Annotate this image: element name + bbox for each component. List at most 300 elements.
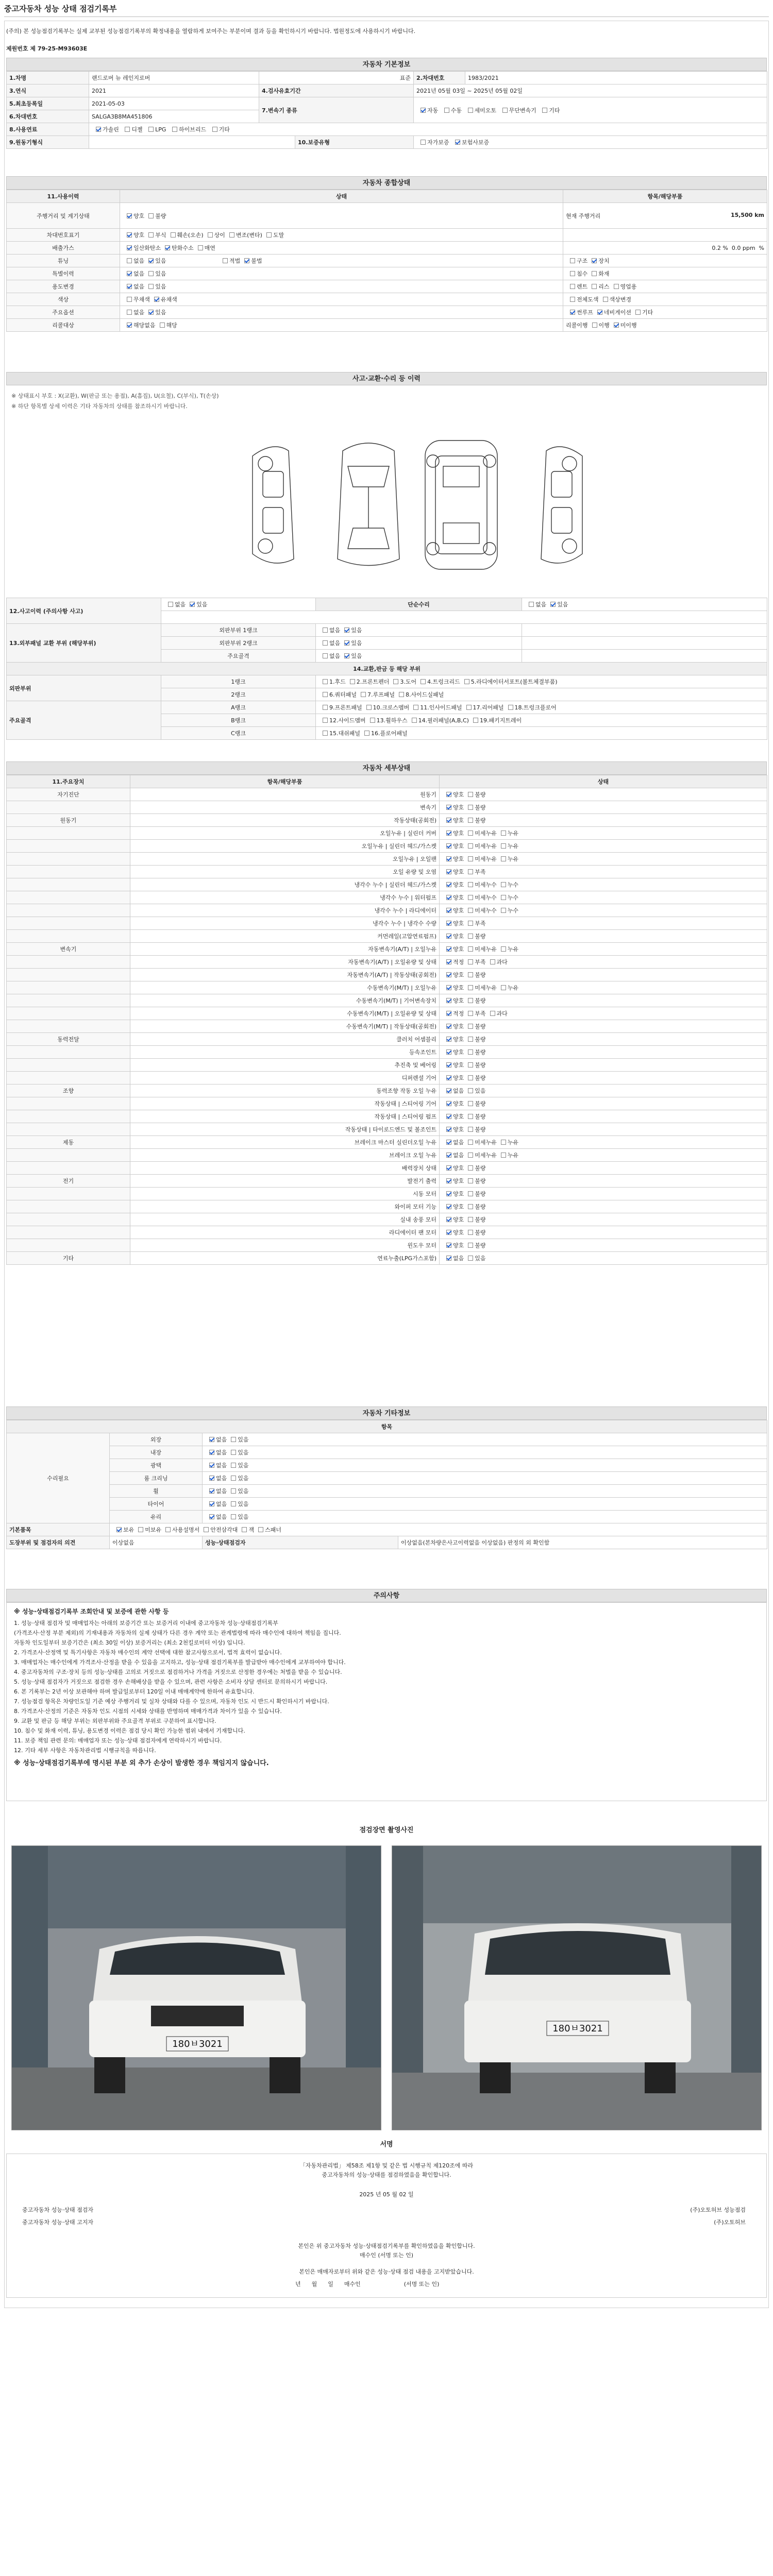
checkbox-good[interactable]: [127, 213, 132, 218]
checkbox[interactable]: [413, 705, 418, 710]
section-basic: 자동차 기본정보: [6, 58, 767, 71]
detail-row: [7, 1123, 767, 1136]
checkbox[interactable]: [266, 232, 272, 238]
status-checkbox[interactable]: [490, 1011, 495, 1016]
status-checkbox[interactable]: [468, 1127, 473, 1132]
status-label: 있음: [475, 1255, 486, 1262]
note-line: 8. 가격조사·산정의 기준은 자동차 인도 시점의 시세와 상태를 반영하며 매매가격과 차이가 있을 수 있습니다.: [14, 1708, 282, 1715]
status-checkbox[interactable]: [446, 1024, 451, 1029]
checkbox[interactable]: [550, 602, 556, 607]
status-checkbox[interactable]: [446, 792, 451, 797]
checkbox[interactable]: [198, 245, 203, 250]
status-checkbox[interactable]: [446, 1140, 451, 1145]
status-checkbox[interactable]: [446, 946, 451, 952]
status-label: 없음: [453, 1088, 464, 1094]
status-label: 누유: [507, 856, 519, 862]
other-item: 휠: [110, 1485, 203, 1498]
checkbox[interactable]: [160, 323, 165, 328]
status-checkbox[interactable]: [446, 1230, 451, 1235]
checkbox[interactable]: [223, 258, 228, 263]
detail-status: [440, 1226, 767, 1239]
status-checkbox[interactable]: [468, 1075, 473, 1080]
detail-row: [7, 994, 767, 1007]
checkbox[interactable]: [127, 297, 132, 302]
checkbox[interactable]: [148, 258, 154, 263]
status-checkbox[interactable]: [468, 831, 473, 836]
status-checkbox[interactable]: [446, 934, 451, 939]
detail-row: [7, 891, 767, 904]
checkbox-fuel-other[interactable]: [212, 127, 217, 132]
checkbox[interactable]: [323, 653, 328, 658]
detail-row: [7, 1033, 767, 1046]
status-checkbox[interactable]: [468, 985, 473, 990]
checkbox-lpg[interactable]: [148, 127, 154, 132]
detail-item: 브레이크 오일 누유: [130, 1149, 440, 1162]
checkbox[interactable]: [323, 679, 328, 684]
status-checkbox[interactable]: [468, 998, 473, 1003]
detail-status: [440, 801, 767, 814]
checkbox[interactable]: [508, 705, 513, 710]
detail-group: [7, 853, 130, 866]
note-line: 2. 가격조사·산정액 및 특기사항은 자동차 매수인의 계약 선택에 대한 참고사항으로서, 법적 효력이 없습니다.: [14, 1649, 282, 1656]
status-checkbox[interactable]: [468, 1243, 473, 1248]
status-checkbox[interactable]: [468, 1153, 473, 1158]
checkbox-good[interactable]: [127, 232, 132, 238]
status-label: 불량: [475, 1126, 486, 1133]
checkbox[interactable]: [165, 245, 170, 250]
status-checkbox[interactable]: [209, 1501, 214, 1506]
checkbox[interactable]: [148, 232, 154, 238]
checkbox[interactable]: [421, 679, 426, 684]
status-label: 양호: [453, 1062, 464, 1069]
value-year: 2021: [89, 84, 259, 97]
checkbox[interactable]: [412, 718, 417, 723]
checkbox[interactable]: [592, 271, 597, 276]
status-checkbox[interactable]: [468, 1101, 473, 1106]
checkbox[interactable]: [127, 284, 132, 289]
notice-text: (주의) 본 성능점검기록부는 실제 교부된 성능점검기록부의 확정내용을 열람하게 보여주는 부분이며 결과 등을 확인하시기 바랍니다. 법원정도에 사용하시기 바랍니다.: [6, 28, 416, 35]
checkbox[interactable]: [127, 323, 132, 328]
detail-group: [7, 1239, 130, 1252]
status-label: 불량: [475, 997, 486, 1004]
status-checkbox[interactable]: [446, 998, 451, 1003]
status-checkbox[interactable]: [209, 1463, 214, 1468]
status-checkbox[interactable]: [446, 1165, 451, 1171]
checkbox[interactable]: [603, 297, 608, 302]
detail-item: 브레이크 마스터 실린더오일 누유: [130, 1136, 440, 1149]
status-label: 양호: [453, 997, 464, 1004]
detail-row: [7, 1200, 767, 1213]
checkbox-bad[interactable]: [148, 213, 154, 218]
checkbox[interactable]: [154, 297, 159, 302]
status-checkbox[interactable]: [468, 882, 473, 887]
status-label: 없음: [216, 1501, 227, 1507]
detail-status: [440, 878, 767, 891]
checkbox[interactable]: [366, 705, 372, 710]
checkbox[interactable]: [592, 284, 597, 289]
status-label: 양호: [453, 856, 464, 862]
detail-item: 실내 송풍 모터: [130, 1213, 440, 1226]
status-label: 양호: [453, 1229, 464, 1236]
detail-row: [7, 1252, 767, 1265]
status-checkbox[interactable]: [209, 1437, 214, 1442]
status-checkbox[interactable]: [468, 1204, 473, 1209]
checkbox[interactable]: [570, 310, 575, 315]
checkbox-manual[interactable]: [444, 108, 449, 113]
status-checkbox[interactable]: [468, 1088, 473, 1093]
checkbox[interactable]: [229, 232, 234, 238]
status-checkbox[interactable]: [468, 1217, 473, 1222]
checkbox[interactable]: [344, 640, 349, 646]
detail-row: [7, 956, 767, 969]
checkbox[interactable]: [148, 284, 154, 289]
status-label: 미세누유: [475, 856, 497, 862]
checkbox[interactable]: [635, 310, 641, 315]
status-checkbox[interactable]: [468, 921, 473, 926]
status-checkbox[interactable]: [446, 959, 451, 964]
label-outer-area: 외판부위: [7, 675, 161, 701]
status-checkbox[interactable]: [446, 805, 451, 810]
page-title: 중고자동차 성능 상태 점검기록부: [4, 4, 117, 13]
checkbox[interactable]: [614, 323, 619, 328]
checkbox[interactable]: [116, 1527, 122, 1532]
status-label: 불량: [475, 1113, 486, 1120]
checkbox[interactable]: [323, 640, 328, 646]
status-checkbox[interactable]: [468, 843, 473, 849]
status-checkbox[interactable]: [468, 805, 473, 810]
status-label: 있음: [238, 1501, 249, 1507]
status-label: 있음: [238, 1475, 249, 1482]
checkbox[interactable]: [464, 679, 469, 684]
status-checkbox[interactable]: [468, 818, 473, 823]
section-detail: 자동차 세부상태: [6, 761, 767, 775]
detail-item: 원동기: [130, 788, 440, 801]
detail-row: [7, 853, 767, 866]
status-label: 미세누유: [475, 830, 497, 837]
status-label: 양호: [453, 920, 464, 927]
detail-group: [7, 1046, 130, 1059]
detail-head-3: 상태: [440, 775, 767, 788]
status-checkbox[interactable]: [446, 818, 451, 823]
status-checkbox[interactable]: [468, 895, 473, 900]
checkbox[interactable]: [127, 258, 132, 263]
checkbox[interactable]: [323, 628, 328, 633]
checkbox[interactable]: [323, 731, 328, 736]
status-checkbox[interactable]: [231, 1437, 236, 1442]
detail-status: [440, 981, 767, 994]
detail-status: [440, 994, 767, 1007]
status-checkbox[interactable]: [468, 1165, 473, 1171]
status-label: 불량: [475, 1191, 486, 1197]
status-checkbox[interactable]: [468, 1256, 473, 1261]
status-checkbox[interactable]: [446, 1101, 451, 1106]
detail-group: [7, 969, 130, 981]
other-row: [7, 1433, 767, 1446]
status-checkbox[interactable]: [468, 1191, 473, 1196]
other-item: 유리: [110, 1511, 203, 1523]
checkbox[interactable]: [570, 297, 575, 302]
checkbox-diesel[interactable]: [125, 127, 130, 132]
checkbox[interactable]: [127, 310, 132, 315]
checkbox[interactable]: [597, 310, 602, 315]
checkbox-hybrid[interactable]: [172, 127, 177, 132]
status-checkbox[interactable]: [501, 985, 506, 990]
status-checkbox[interactable]: [501, 895, 506, 900]
checkbox[interactable]: [592, 258, 597, 263]
checkbox[interactable]: [171, 232, 176, 238]
status-checkbox[interactable]: [446, 1114, 451, 1119]
note-line: 12. 기타 세부 사항은 자동차관리법 시행규칙을 따릅니다.: [14, 1747, 156, 1754]
checkbox[interactable]: [323, 718, 328, 723]
status-checkbox[interactable]: [501, 882, 506, 887]
status-checkbox[interactable]: [446, 985, 451, 990]
status-checkbox[interactable]: [231, 1514, 236, 1519]
status-checkbox[interactable]: [468, 1011, 473, 1016]
other-item: 광택: [110, 1459, 203, 1472]
status-checkbox[interactable]: [231, 1501, 236, 1506]
checkbox[interactable]: [190, 602, 195, 607]
checkbox-insurance-warranty[interactable]: [455, 140, 460, 145]
status-checkbox[interactable]: [468, 1037, 473, 1042]
detail-item: 발전기 출력: [130, 1175, 440, 1188]
checkbox[interactable]: [570, 271, 575, 276]
status-checkbox[interactable]: [468, 1140, 473, 1145]
status-checkbox[interactable]: [501, 908, 506, 913]
checkbox-other[interactable]: [542, 108, 547, 113]
detail-item: 자동변속기(A/T) | 오일유량 및 상태: [130, 956, 440, 969]
checkbox[interactable]: [344, 628, 349, 633]
status-checkbox[interactable]: [446, 1217, 451, 1222]
status-label: 불량: [475, 1023, 486, 1030]
checkbox[interactable]: [350, 679, 355, 684]
status-checkbox[interactable]: [468, 959, 473, 964]
checkbox[interactable]: [323, 692, 328, 697]
checkbox[interactable]: [148, 271, 154, 276]
status-checkbox[interactable]: [468, 1062, 473, 1067]
checkbox[interactable]: [148, 310, 154, 315]
checkbox-auto[interactable]: [421, 108, 426, 113]
status-checkbox[interactable]: [468, 946, 473, 952]
status-checkbox[interactable]: [446, 1049, 451, 1055]
detail-row: [7, 1213, 767, 1226]
status-label: 미세누유: [475, 946, 497, 953]
status-checkbox[interactable]: [501, 856, 506, 861]
status-checkbox[interactable]: [468, 856, 473, 861]
status-checkbox[interactable]: [446, 1062, 451, 1067]
status-checkbox[interactable]: [446, 1075, 451, 1080]
status-checkbox[interactable]: [446, 843, 451, 849]
status-checkbox[interactable]: [468, 1114, 473, 1119]
status-label: 양호: [453, 1216, 464, 1223]
detail-item: 등속조인트: [130, 1046, 440, 1059]
checkbox[interactable]: [168, 602, 173, 607]
detail-row: [7, 878, 767, 891]
detail-group: [7, 917, 130, 930]
status-checkbox[interactable]: [501, 843, 506, 849]
checkbox-self-warranty[interactable]: [421, 140, 426, 145]
status-checkbox[interactable]: [209, 1514, 214, 1519]
status-checkbox[interactable]: [468, 1178, 473, 1183]
label-frame-area: 주요골격: [7, 701, 161, 740]
overall-head-1: 11.사용이력: [7, 190, 120, 203]
detail-row: [7, 840, 767, 853]
note-line: 자동차 인도일부터 보증기간은 (최소 30일 이상) 보증거리는 (최소 2천킬로미터 이상) 입니다.: [14, 1639, 245, 1646]
detail-status: [440, 891, 767, 904]
status-label: 없음: [216, 1514, 227, 1520]
sign-box: [6, 2154, 767, 2298]
status-checkbox[interactable]: [446, 1088, 451, 1093]
status-checkbox[interactable]: [446, 972, 451, 977]
status-checkbox[interactable]: [446, 869, 451, 874]
status-label: 부족: [475, 869, 486, 875]
section-other: 자동차 기타정보: [6, 1406, 767, 1420]
status-checkbox[interactable]: [468, 1049, 473, 1055]
checkbox[interactable]: [258, 1527, 263, 1532]
status-checkbox[interactable]: [446, 856, 451, 861]
detail-row: [7, 1097, 767, 1110]
checkbox[interactable]: [592, 323, 597, 328]
detail-row: [7, 930, 767, 943]
checkbox[interactable]: [473, 718, 478, 723]
status-checkbox[interactable]: [231, 1463, 236, 1468]
status-checkbox[interactable]: [468, 934, 473, 939]
checkbox[interactable]: [127, 245, 132, 250]
value-inspector-opinion: 이상없음(본차량은사고이력없음 이상없음) 판정의 외 확인함: [398, 1536, 767, 1549]
checkbox[interactable]: [344, 653, 349, 658]
checkbox[interactable]: [361, 692, 366, 697]
status-label: 누수: [507, 882, 519, 888]
checkbox[interactable]: [364, 731, 369, 736]
other-row: [7, 1498, 767, 1511]
status-label: 불량: [475, 933, 486, 940]
status-checkbox[interactable]: [468, 1024, 473, 1029]
status-checkbox[interactable]: [446, 831, 451, 836]
status-checkbox[interactable]: [468, 1230, 473, 1235]
checkbox[interactable]: [127, 271, 132, 276]
status-checkbox[interactable]: [446, 1011, 451, 1016]
label-basic-items: 기본품목: [7, 1523, 110, 1536]
status-checkbox[interactable]: [446, 1178, 451, 1183]
detail-item: 동력조향 작동 오일 누유: [130, 1084, 440, 1097]
status-label: 양호: [453, 1204, 464, 1210]
status-label: 양호: [453, 894, 464, 901]
row-emission: 배출가스: [7, 242, 120, 255]
checkbox[interactable]: [570, 284, 575, 289]
status-checkbox[interactable]: [231, 1476, 236, 1481]
detail-item: 오일누유 | 오일팬: [130, 853, 440, 866]
label-accident: 12.사고이력 (주의사항 사고): [7, 598, 161, 624]
status-checkbox[interactable]: [446, 1153, 451, 1158]
status-checkbox[interactable]: [209, 1476, 214, 1481]
status-label: 양호: [453, 830, 464, 837]
status-checkbox[interactable]: [446, 1243, 451, 1248]
row-usage-change: 용도변경: [7, 280, 120, 293]
note-line: 6. 본 기록부는 2년 이상 보관해야 하며 발급일로부터 120일 이내 매매계약에 한하여 유효합니다.: [14, 1688, 255, 1695]
status-checkbox[interactable]: [231, 1450, 236, 1455]
status-checkbox[interactable]: [446, 882, 451, 887]
detail-group: [7, 994, 130, 1007]
checkbox[interactable]: [370, 718, 375, 723]
photo-front: [11, 1845, 381, 2130]
status-label: 있음: [238, 1514, 249, 1520]
status-checkbox[interactable]: [446, 921, 451, 926]
checkbox[interactable]: [466, 705, 472, 710]
sign-seller-name: (주)오토허브: [714, 2219, 746, 2226]
checkbox[interactable]: [529, 602, 534, 607]
car-top-view: [338, 443, 399, 566]
status-checkbox[interactable]: [231, 1488, 236, 1494]
detail-item: 배력장치 상태: [130, 1162, 440, 1175]
checkbox-semi[interactable]: [468, 108, 473, 113]
photo-rear-image: [392, 1846, 762, 2130]
status-checkbox[interactable]: [468, 869, 473, 874]
checkbox[interactable]: [393, 679, 398, 684]
label-inspect-period: 4.검사유효기간: [259, 84, 414, 97]
status-checkbox[interactable]: [501, 831, 506, 836]
status-label: 불량: [475, 1062, 486, 1069]
status-checkbox[interactable]: [446, 1127, 451, 1132]
sign-inspector-name: (주)오토허브 성능점검: [690, 2207, 746, 2213]
rank-row: B랭크: [161, 714, 316, 727]
detail-group: 원동기: [7, 814, 130, 827]
status-label: 누유: [507, 946, 519, 953]
status-checkbox[interactable]: [501, 946, 506, 952]
status-checkbox[interactable]: [209, 1450, 214, 1455]
status-checkbox[interactable]: [446, 1256, 451, 1261]
detail-group: [7, 827, 130, 840]
status-checkbox[interactable]: [468, 792, 473, 797]
row-color: 색상: [7, 293, 120, 306]
checkbox[interactable]: [323, 705, 328, 710]
status-checkbox[interactable]: [501, 1153, 506, 1158]
checkbox[interactable]: [138, 1527, 143, 1532]
checkbox[interactable]: [614, 284, 619, 289]
checkbox[interactable]: [208, 232, 213, 238]
status-checkbox[interactable]: [468, 972, 473, 977]
checkbox[interactable]: [399, 692, 404, 697]
detail-group: [7, 1020, 130, 1033]
status-checkbox[interactable]: [446, 908, 451, 913]
detail-status: [440, 788, 767, 801]
checkbox[interactable]: [242, 1527, 247, 1532]
status-checkbox[interactable]: [446, 1037, 451, 1042]
status-label: 양호: [453, 985, 464, 991]
status-label: 불량: [475, 817, 486, 824]
status-checkbox[interactable]: [446, 1204, 451, 1209]
detail-group: [7, 801, 130, 814]
checkbox[interactable]: [244, 258, 249, 263]
detail-group: [7, 866, 130, 878]
label-rank2: 외판부위 2랭크: [161, 637, 316, 650]
detail-item: 윈도우 모터: [130, 1239, 440, 1252]
checkbox[interactable]: [570, 258, 575, 263]
checkbox[interactable]: [165, 1527, 171, 1532]
checkbox-cvt[interactable]: [502, 108, 508, 113]
status-checkbox[interactable]: [446, 1191, 451, 1196]
status-checkbox[interactable]: [490, 959, 495, 964]
checkbox-gasoline[interactable]: [96, 127, 101, 132]
row-vin-mark: 차대번호표기: [7, 229, 120, 242]
status-checkbox[interactable]: [468, 908, 473, 913]
status-checkbox[interactable]: [446, 895, 451, 900]
row-odometer: 주행거리 및 계기상태: [7, 203, 120, 229]
checkbox[interactable]: [204, 1527, 209, 1532]
status-checkbox[interactable]: [209, 1488, 214, 1494]
detail-row: [7, 1059, 767, 1072]
status-label: 미세누수: [475, 894, 497, 901]
license-plate-rear: 180ㅂ3021: [552, 2023, 603, 2034]
status-checkbox[interactable]: [501, 1140, 506, 1145]
